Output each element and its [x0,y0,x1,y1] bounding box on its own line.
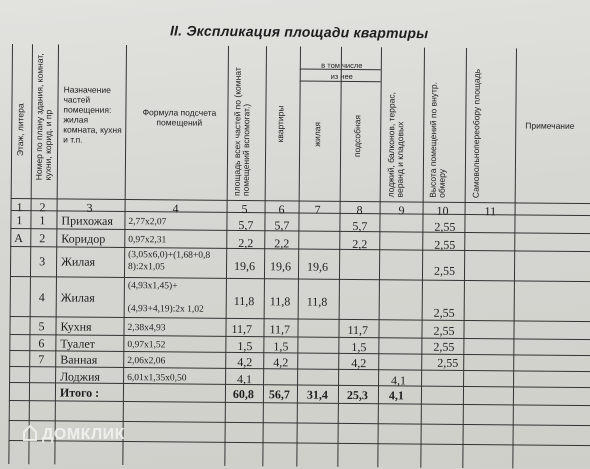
column-number: 1 [16,200,23,215]
header-living: жилая [312,121,323,147]
cell-room-number: 4 [38,290,45,305]
cell-auxiliary-area: 2,2 [352,237,368,252]
cell-room-number: 2 [39,231,46,246]
header-notes: Примечание [525,120,575,131]
column-number: 3 [86,200,93,215]
header-self-built: Самовольнопереобору площадь [470,68,482,199]
house-logo-icon [22,424,38,442]
cell-room-number: 6 [38,336,45,351]
cell-total-area: 5,7 [238,218,254,233]
document-title: II. Экспликация площади квартиры [169,22,429,42]
header-auxiliary: подсобная [352,114,363,158]
cell-formula: 2,38x4,93 [127,323,166,334]
cell-apartment-area: 1,5 [273,339,289,354]
row-line [9,400,590,406]
domclick-watermark [22,424,125,444]
row-line [9,334,590,340]
cell-total-area: 11,7 [231,321,253,337]
cell-height: 2,55 [434,237,456,252]
header-room-plan-number: Номер по плану здания, комнат, кухни, корид. и пр [33,53,54,181]
cell-room-number: 7 [38,352,45,367]
cell-floor: А [14,231,24,246]
cell-formula: 6,01x1,35x0,50 [127,373,187,384]
cell-room-name: Коридор [61,231,106,246]
cell-auxiliary-area: 4,2 [351,356,367,371]
header-loggias: лоджий, балконов, террас, веранд и кладовых [385,91,406,198]
header-bottom-line [11,198,590,204]
header-area-total: площадь всех частей по (комнат помещений вспомогат.) [231,67,252,197]
row-line [10,246,590,252]
cell-total-area: 11,8 [233,293,255,309]
cell-room-name: Кухня [60,319,92,334]
cell-total-area: 19,6 [234,258,256,274]
cell-apartment-area: 2,2 [274,236,290,251]
cell-apartment-area: 4,2 [273,355,289,370]
cell-room-number: 1 [39,213,46,228]
cell-room-name: Жилая [61,254,96,269]
cell-living-area: 19,6 [307,259,329,274]
cell-auxiliary-area: 1,5 [351,340,367,355]
cell-height: 2,55 [433,305,455,320]
cell-auxiliary-area: 5,7 [352,219,368,234]
cell-total-area: 4,2 [237,355,253,370]
cell-room-name: Ванная [60,352,98,367]
cell-apartment-area: 5,7 [274,218,290,233]
column-number: 11 [484,204,497,219]
cell-formula: 2,06x2,06 [127,356,166,367]
cell-apartment-area: 11,7 [269,322,291,337]
header-apartments: квартиры [275,105,286,143]
row-line [10,276,590,282]
header-formula: Формула подсчета помещений [142,107,217,128]
watermark-text: ДОМКЛИК [42,426,125,443]
cell-height: 2,55 [434,219,456,234]
cell-height: 2,55 [433,263,456,278]
cell-total-area: 4,1 [237,372,253,387]
cell-auxiliary-area: 11,7 [347,322,369,338]
column-number: 6 [278,202,285,217]
totals-label: Итого : [59,385,100,400]
cell-room-name: Прихожая [61,213,113,228]
header-purpose: Назначение частей помещения: жилая комната, кухня и т.п. [63,84,122,145]
loggia-area-sum: 4,1 [388,388,405,403]
cell-room-number: 3 [39,254,46,269]
column-number: 2 [39,200,46,215]
row-line [10,316,590,322]
cell-formula: 0,97x2,31 [128,235,167,246]
cell-total-area: 2,2 [238,236,254,251]
column-number: 4 [172,201,179,216]
cell-height: 2,55 [433,323,455,338]
cell-total-area: 1,5 [237,339,253,354]
cell-loggia-area: 4,1 [391,373,407,388]
cell-floor: 1 [16,213,23,228]
column-number: 10 [436,203,449,218]
cell-living-area: 11,8 [306,294,328,309]
header-of-them: из нее [330,71,353,82]
cell-formula-line: 8):2x1,05 [128,262,165,273]
cell-formula-line: (4,93x1,45)+ [127,281,178,292]
cell-formula-line: (4,93+4,19):2x 1,02 [127,304,204,315]
column-number: 9 [398,203,405,218]
column-number: 8 [356,203,363,218]
header-floor: Этаж, литера [15,103,26,157]
column-number: 5 [241,202,248,217]
apartment-area-sum: 56,7 [268,387,291,402]
cell-height: 2,55 [433,339,455,354]
cell-formula: 2,77x2,07 [128,217,167,228]
cell-room-number: 5 [38,319,45,334]
auxiliary-area-sum: 25,3 [346,387,369,403]
cell-room-name: Лоджия [60,369,101,384]
cell-room-name: Жилая [60,290,95,305]
cell-room-name: Туалет [60,336,96,351]
cell-height: 2,55 [437,355,459,370]
explication-table [4,44,590,469]
header-including: в том числе [321,60,363,71]
total-area-sum: 60,8 [232,386,255,402]
header-height: Высота помещений по внутр. обмеру [427,81,447,198]
cell-apartment-area: 19,6 [270,259,292,274]
cell-formula-line: (3,05x6,0)+(1,68+0,8 [128,250,211,261]
cell-formula: 0,97x1,52 [127,340,166,351]
living-area-sum: 31,4 [306,387,329,402]
cell-apartment-area: 11,8 [269,294,291,309]
column-number: 7 [314,202,321,217]
